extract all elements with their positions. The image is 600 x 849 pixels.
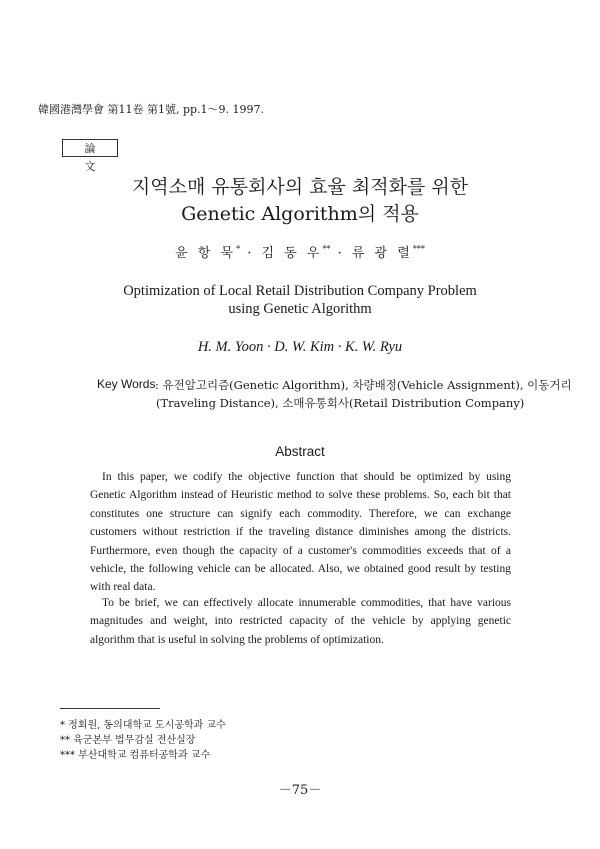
journal-citation: 韓國港灣學會 第11卷 第1號, pp.1～9. 1997. bbox=[38, 103, 265, 116]
abstract-line: magnitudes and weight, into restricted capacity of the vehicle by applying genetic bbox=[90, 615, 511, 628]
abstract-line: Furthermore, even though the capacity of a customer's commodities exceeds that of a bbox=[90, 544, 511, 557]
author-ko-3: · 류 광 렬 bbox=[330, 246, 413, 261]
authors-korean bbox=[0, 242, 600, 261]
abstract-line: To be brief, we can effectively allocate innumerable commodities, that have various bbox=[102, 597, 511, 609]
footnote-2: ** 육군본부 법무감실 전산실장 bbox=[60, 735, 196, 746]
author-ko-1: 윤 항 묵 bbox=[175, 246, 237, 261]
author-ko-2-mark: ** bbox=[322, 244, 331, 254]
keywords-line2: (Traveling Distance), 소매유통회사(Retail Distribution Company) bbox=[156, 396, 525, 410]
abstract-line: customers without restriction if the traveling distance diminishes among the districts. bbox=[90, 526, 511, 539]
authors-english: H. M. Yoon · D. W. Kim · K. W. Ryu bbox=[197, 339, 403, 355]
abstract-paragraph-1 bbox=[90, 468, 511, 597]
abstract-heading: Abstract bbox=[275, 444, 325, 459]
section-label: 論文 bbox=[62, 139, 118, 157]
author-ko-3-mark: *** bbox=[412, 244, 425, 254]
footnote-divider bbox=[60, 708, 160, 709]
author-ko-2: · 김 동 우 bbox=[240, 246, 323, 261]
title-korean-line1: 지역소매 유통회사의 효율 최적화를 위한 bbox=[131, 176, 469, 198]
title-english-line2: using Genetic Algorithm bbox=[228, 301, 372, 317]
abstract-paragraph-2 bbox=[90, 594, 511, 649]
abstract-line: constitutes one structure can signify each commodity. Therefore, we can exchange bbox=[90, 507, 511, 520]
abstract-line: Genetic Algorithm instead of Heuristic method to solve these problems. So, each bit that bbox=[90, 489, 511, 502]
keywords-label: Key Words bbox=[97, 377, 156, 391]
title-english-line1: Optimization of Local Retail Distribution Company Problem bbox=[123, 283, 477, 299]
abstract-line: In this paper, we codify the objective function that should be optimized by using bbox=[102, 471, 511, 483]
abstract-line: algorithm that is useful in solving the problems of optimization. bbox=[90, 633, 384, 646]
author-ko-1-mark: * bbox=[236, 244, 241, 254]
keywords-line1: : 유전알고리즘(Genetic Algorithm), 차량배정(Vehicle Assignment), 이동거리 bbox=[155, 378, 572, 392]
footnote-3: *** 부산대학교 컴퓨터공학과 교수 bbox=[60, 750, 211, 761]
abstract-line: vehicle, the following vehicle can be allocated. Also, we obtained good result by testing bbox=[90, 563, 511, 576]
page-number: －75－ bbox=[278, 783, 322, 798]
abstract-line: with real data. bbox=[90, 581, 156, 594]
footnote-1: * 정회원, 동의대학교 도시공학과 교수 bbox=[60, 720, 226, 731]
title-korean-line2: Genetic Algorithm의 적용 bbox=[181, 203, 419, 225]
